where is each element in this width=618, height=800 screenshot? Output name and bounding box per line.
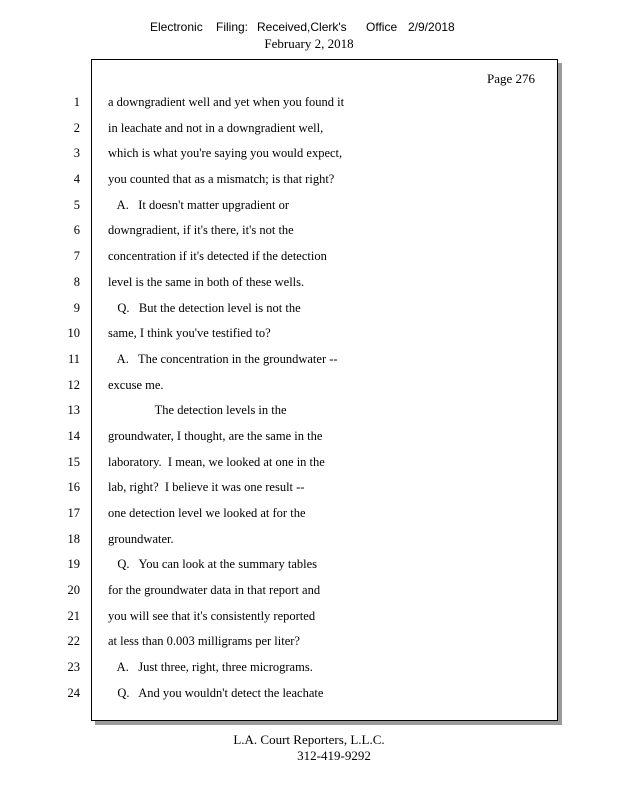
transcript-line: you counted that as a mismatch; is that right?: [108, 172, 335, 187]
transcript-line: at less than 0.003 milligrams per liter?: [108, 634, 300, 649]
transcript-line: for the groundwater data in that report and: [108, 583, 321, 598]
reporter-company: L.A. Court Reporters, L.L.C.: [233, 732, 385, 747]
header-office: Office: [366, 20, 398, 34]
transcript-line: downgradient, if it's there, it's not the: [108, 223, 294, 238]
transcript-line: laboratory. I mean, we looked at one in the: [108, 454, 325, 469]
transcript-line: A. It doesn't matter upgradient or: [108, 197, 290, 212]
line-number: 15: [67, 454, 80, 469]
transcript-line: lab, right? I believe it was one result --: [108, 480, 305, 495]
line-number: 13: [67, 403, 80, 418]
transcript-line: one detection level we looked at for the: [108, 506, 306, 520]
line-number: 18: [67, 531, 80, 546]
transcript-line: A. Just three, right, three micrograms.: [108, 660, 313, 675]
line-number: 16: [67, 480, 80, 495]
transcript-line: in leachate and not in a downgradient well,: [108, 120, 324, 135]
transcript-line: A. The concentration in the groundwater --: [108, 351, 338, 366]
line-number: 12: [67, 377, 80, 392]
transcript-line: which is what you're saying you would expect,: [108, 146, 343, 161]
line-number: 22: [67, 634, 80, 649]
header-electronic: Electronic: [150, 20, 203, 34]
line-number: 24: [67, 685, 80, 700]
transcript-lines: [108, 93, 548, 710]
line-number: 20: [67, 583, 80, 598]
transcript-line: a downgradient well and yet when you found it: [108, 95, 345, 109]
line-number: 5: [73, 197, 80, 212]
line-number: 19: [67, 557, 80, 572]
line-number: 6: [73, 223, 80, 238]
header-filing: Filing:: [216, 20, 249, 34]
header-file-date: 2/9/2018: [408, 20, 455, 34]
line-number: 23: [67, 660, 80, 675]
line-number: 10: [67, 326, 80, 341]
line-number: 8: [73, 274, 80, 289]
header-received: Received,Clerk's: [257, 20, 347, 34]
transcript-line: Q. But the detection level is not the: [108, 300, 301, 315]
line-number: 17: [67, 506, 80, 520]
reporter-phone: 312-419-9292: [297, 748, 371, 763]
page-number: Page 276: [486, 71, 535, 86]
line-number: 4: [73, 172, 80, 187]
transcript-line: Q. You can look at the summary tables: [108, 557, 318, 572]
transcript-line: level is the same in both of these wells.: [108, 274, 305, 289]
transcript-line: Q. And you wouldn't detect the leachate: [108, 685, 324, 700]
line-number: 3: [73, 146, 80, 161]
line-number: 9: [73, 300, 80, 315]
header-date: February 2, 2018: [264, 36, 354, 51]
transcript-line: groundwater, I thought, are the same in the: [108, 428, 323, 443]
transcript-line: groundwater.: [108, 531, 174, 546]
transcript-line: The detection levels in the: [108, 403, 287, 418]
line-number: 2: [73, 120, 80, 135]
transcript-line: concentration if it's detected if the detection: [108, 249, 327, 264]
line-number: 1: [73, 95, 80, 109]
transcript-line: same, I think you've testified to?: [108, 326, 271, 341]
line-number: 7: [73, 249, 80, 264]
transcript-line: you will see that it's consistently reported: [108, 608, 316, 623]
line-number: 14: [67, 428, 80, 443]
transcript-line: excuse me.: [108, 377, 164, 392]
line-numbers: [50, 93, 80, 710]
line-number: 11: [67, 351, 80, 366]
reporter-footer: [0, 732, 618, 764]
line-number: 21: [67, 608, 80, 623]
